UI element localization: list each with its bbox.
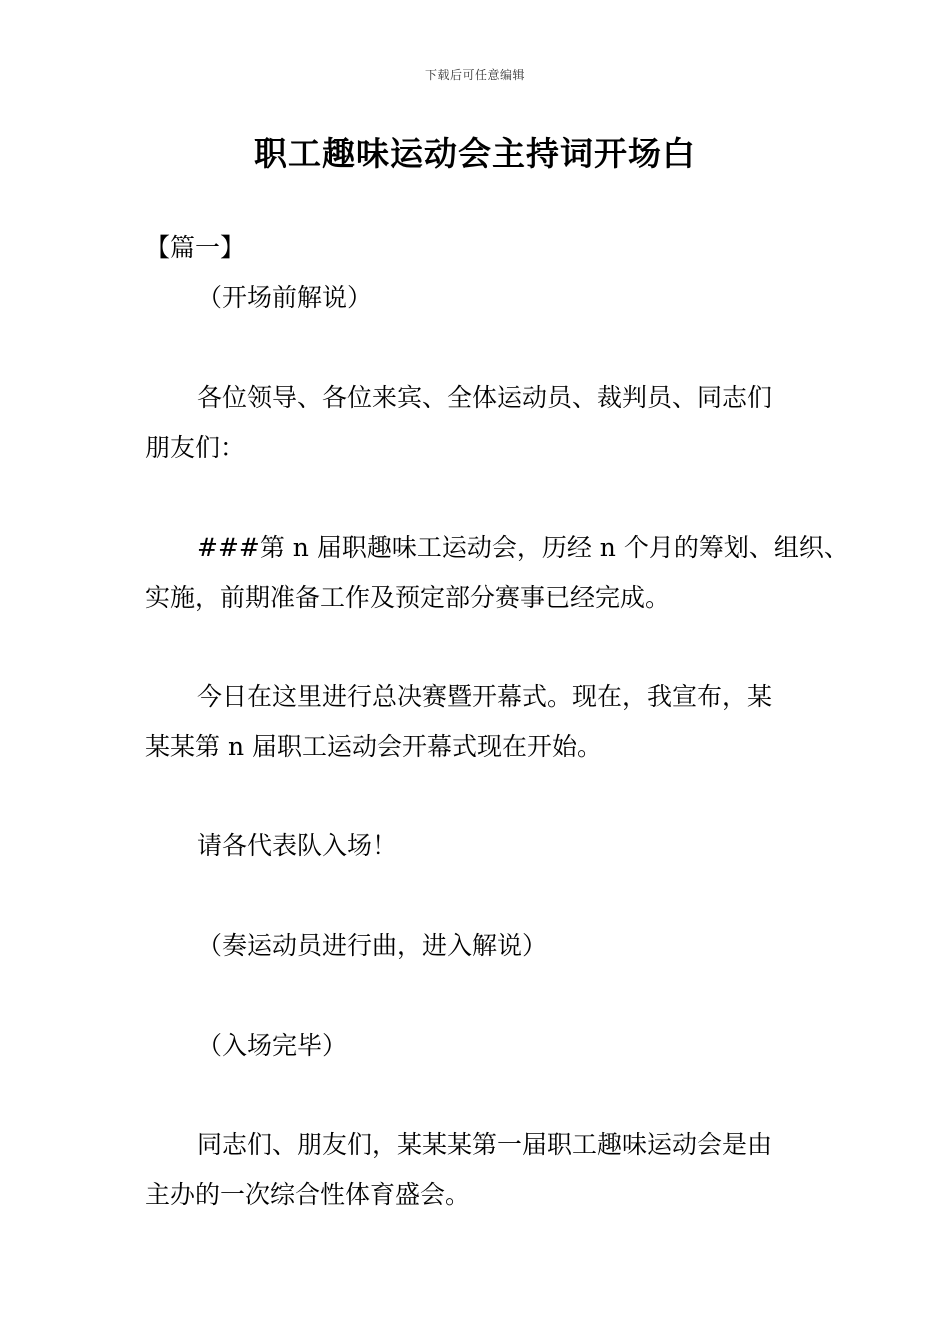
header-note: 下载后可任意编辑 bbox=[424, 68, 525, 82]
paragraph-intro-line2: 实施，前期准备工作及预定部分赛事已经完成。 bbox=[145, 583, 671, 612]
paragraph-intro-line1: ###第 n 届职趣味工运动会，历经 n 个月的筹划、组织、 bbox=[197, 533, 849, 562]
paragraph-stage-note-march: （奏运动员进行曲，进入解说） bbox=[197, 931, 548, 960]
paragraph-closing-line1: 同志们、朋友们，某某某第一届职工趣味运动会是由 bbox=[197, 1130, 773, 1159]
paragraph-teams-enter: 请各代表队入场！ bbox=[197, 831, 398, 860]
paragraph-greeting-line2: 朋友们： bbox=[145, 433, 246, 462]
paragraph-announcement-line2: 某某第 n 届职工运动会开幕式现在开始。 bbox=[145, 732, 602, 761]
paragraph-announcement-line1: 今日在这里进行总决赛暨开幕式。现在，我宣布，某 bbox=[197, 682, 773, 711]
paragraph-greeting-line1: 各位领导、各位来宾、全体运动员、裁判员、同志们 bbox=[197, 383, 773, 412]
paragraph-closing-line2: 主办的一次综合性体育盛会。 bbox=[145, 1180, 471, 1209]
paragraph-stage-note-entry-complete: （入场完毕） bbox=[197, 1031, 348, 1060]
paragraph-stage-note-opening: （开场前解说） bbox=[197, 283, 373, 312]
document-title: 职工趣味运动会主持词开场白 bbox=[254, 134, 696, 173]
section-label: 【篇一】 bbox=[145, 233, 246, 262]
